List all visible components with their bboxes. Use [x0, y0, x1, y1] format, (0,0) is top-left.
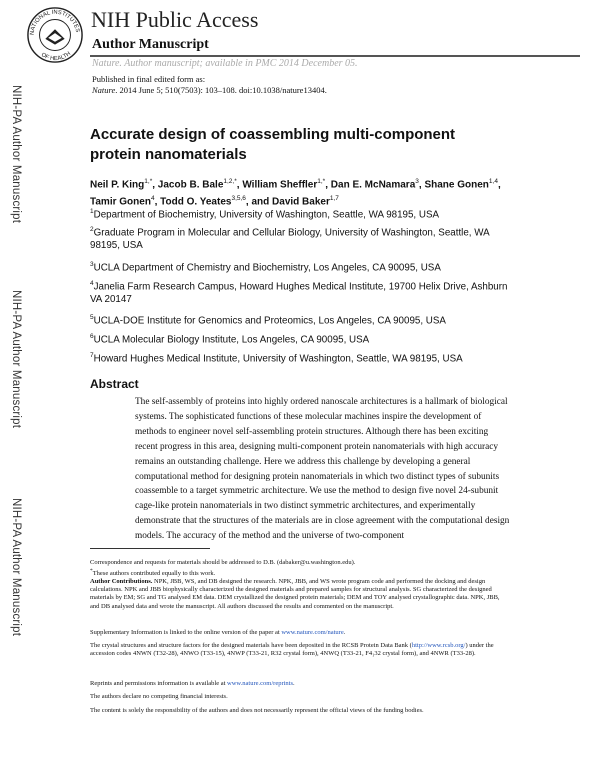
author-name: Tamir Gonen — [90, 196, 151, 208]
author-name: Shane Gonen — [424, 179, 489, 191]
crystal-structures-note: The crystal structures and structure factors for the designed materials have been deposited in the RCSB Protein Data Bank (http://www.rcsb.org/) under the accession codes 4NWN (T32-28), 4NWO (T33-15), 4NWP (T33-21, R32 crystal form), 4NWQ (T33-21, F4₁32 crystal form), and 4NWR (T33-28). — [90, 642, 494, 658]
supplementary-note: Supplementary Information is linked to the online version of the paper at www.nature.com/nature. — [90, 629, 346, 636]
author-affiliation-marker: 3 — [415, 178, 419, 185]
citation-details: . 2014 June 5; 510(7503): 103–108. doi:10.1038/nature13404. — [115, 85, 327, 95]
author-name: Todd O. Yeates — [160, 196, 232, 208]
affiliation: $^3$UCLA Department of Chemistry and Biochemistry, Los Angeles, CA 90095, USA — [90, 261, 441, 274]
availability-note: Nature. Author manuscript; available in PMC 2014 December 05. — [92, 58, 358, 69]
affiliation: $^6$UCLA Molecular Biology Institute, Los Angeles, CA 90095, USA — [90, 333, 370, 346]
nih-public-access-title: NIH Public Access — [91, 7, 259, 32]
author-name: Neil P. King — [90, 179, 145, 191]
abstract-text: The self-assembly of proteins into highly ordered nanoscale architectures is a hallmark of biological systems. The sophisticated functions of these molecular machines inspire the development of methods to engineer novel self-assembling protein structures. Although there has been exciting recent progress in this area, designing multi-component protein nanomaterials with high accuracy remains an outstanding challenge. Here we address this challenge by developing a general computational method for designing protein nanomaterials in which two distinct types of subunits coassemble to a target symmetric architecture. We use the method to design five novel 24-subunit cage-like protein nanomaterials in two distinct symmetric architectures, and experimentally demonstrate that the structures of the materials are in close agreement with the computational design models. The accuracy of the method and the universe of two-component — [135, 397, 510, 542]
author-name: David Baker — [272, 196, 330, 208]
svg-text:OF HEALTH: OF HEALTH — [39, 50, 72, 63]
footnote-rule — [90, 548, 210, 549]
header-rule — [90, 55, 580, 57]
author-affiliation-marker: 3,5,6 — [231, 195, 246, 203]
reprints-note: Reprints and permissions information is available at www.nature.com/reprints. — [90, 680, 295, 687]
abstract-heading: Abstract — [90, 377, 139, 391]
affiliation: $^4$Janelia Farm Research Campus, Howard Hughes Medical Institute, 19700 Helix Drive, Ashburn VA 20147 — [90, 280, 508, 306]
reprints-link[interactable]: www.nature.com/reprints — [227, 680, 294, 687]
svg-text:NATIONAL INSTITUTES: NATIONAL INSTITUTES — [29, 9, 81, 36]
rcsb-link[interactable]: http://www.rcsb.org/ — [411, 642, 466, 649]
journal-name: Nature — [92, 85, 116, 95]
published-label: Published in final edited form as: — [92, 74, 206, 84]
author-contributions: Author Contributions. NPK, JBB, WS, and DB designed the research. NPK, JBB, and WS wrote program code and performed the docking and design calculations. NPK and JBB biophysically characterized the designed materials and prepared samples for structural analysis. SG characterized the designed materials by EM; SG and TG analysed EM data. DEM crystallized the designed protein materials; DEM and TOY analysed crystallographic data. NPK, JBB, and DB analysed data and wrote the manuscript. All authors discussed the results and commented on the manuscript. — [90, 578, 500, 610]
author-name: Jacob B. Bale — [157, 179, 224, 191]
correspondence-note: Correspondence and requests for materials should be addressed to D.B. (dabaker@u.washington.edu). *These authors contributed equally to this work. — [90, 559, 356, 578]
author-affiliation-marker: 1,4 — [488, 178, 498, 185]
competing-interests-note: The authors declare no competing financial interests. — [90, 693, 228, 700]
affiliation: $^5$UCLA-DOE Institute for Genomics and Proteomics, Los Angeles, CA 90095, USA — [90, 314, 446, 327]
affiliation: $^7$Howard Hughes Medical Institute, University of Washington, Seattle, WA 98195, USA — [90, 352, 463, 365]
author-list: Neil P. King$^{1,*}$, Jacob B. Bale$^{1,2,*}$, William Sheffler$^{1,*}$, Dan E. McNamara$^3$, Shane Gonen$^{1,4}$, Tamir Gonen$^4$, Todd O. Yeates$^{3,5,6}$, and David Baker$^{1,7}$ — [90, 178, 501, 208]
citation — [92, 85, 327, 95]
author-name: Dan E. McNamara — [330, 179, 416, 191]
supplementary-link[interactable]: www.nature.com/nature — [281, 629, 344, 636]
article-title: Accurate design of coassembling multi-component protein nanomaterials — [90, 126, 456, 163]
nih-seal-logo — [26, 6, 84, 64]
affiliation: $^1$Department of Biochemistry, University of Washington, Seattle, WA 98195, USA — [90, 208, 440, 221]
author-affiliation-marker: 4 — [150, 195, 155, 203]
author-affiliation-marker: 1,* — [317, 178, 326, 185]
author-affiliation-marker: 1,* — [144, 178, 153, 185]
author-name: William Sheffler — [242, 179, 318, 191]
funding-disclaimer: The content is solely the responsibility of the authors and does not necessarily represent the official views of the funding bodies. — [90, 707, 424, 714]
author-affiliation-marker: 1,2,* — [223, 178, 237, 185]
affiliation: $^2$Graduate Program in Molecular and Cellular Biology, University of Washington, Seattle, WA 98195, USA — [90, 226, 490, 252]
author-affiliation-marker: 1,7 — [329, 195, 339, 203]
author-manuscript-label: Author Manuscript — [92, 37, 209, 52]
